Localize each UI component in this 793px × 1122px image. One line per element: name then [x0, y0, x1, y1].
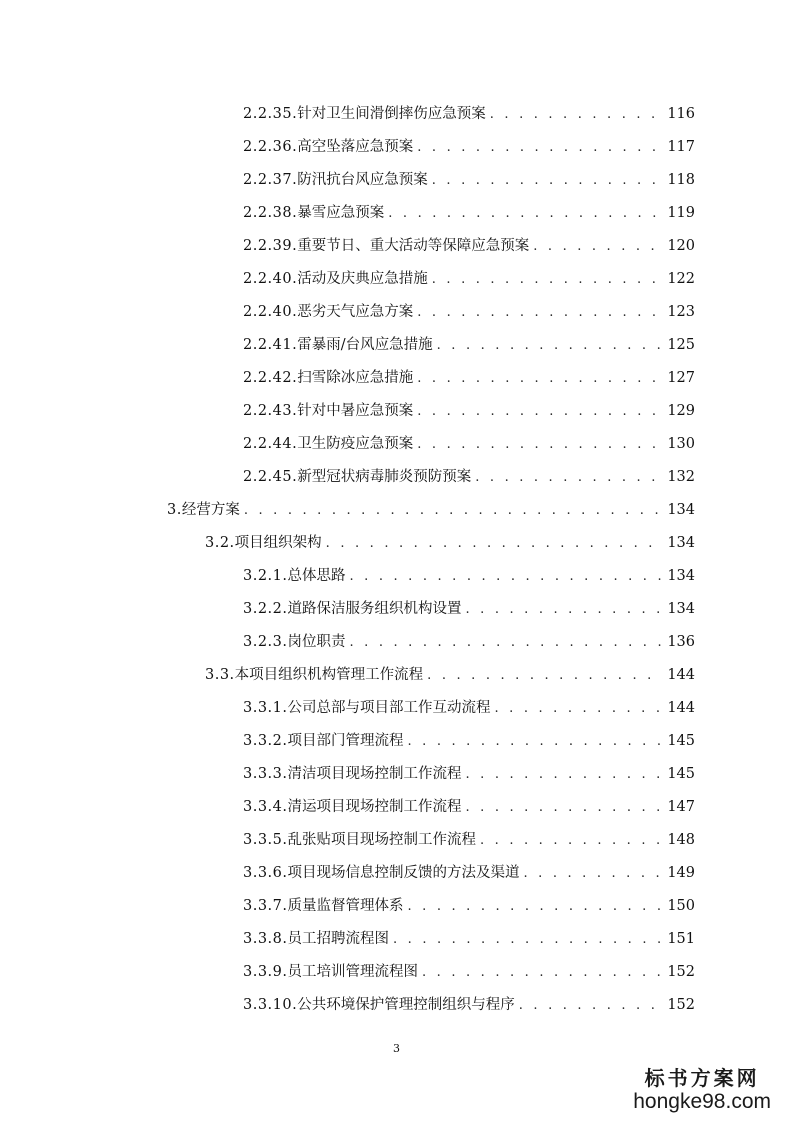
toc-entry[interactable]	[243, 335, 695, 355]
toc-entry-title: 质量监督管理体系	[287, 898, 404, 914]
toc-leader-dots	[350, 567, 664, 587]
toc-entry[interactable]	[167, 500, 695, 520]
toc-entry-number: 3.2.	[205, 535, 235, 551]
toc-entry-page: 132	[667, 469, 695, 485]
watermark-logo	[633, 1066, 771, 1114]
toc-entry-title: 道路保洁服务组织机构设置	[287, 601, 462, 617]
toc-entry-title: 防汛抗台风应急预案	[297, 172, 428, 188]
toc-entry-title: 卫生防疫应急预案	[297, 436, 414, 452]
toc-entry[interactable]	[243, 764, 695, 784]
toc-entry[interactable]	[243, 401, 695, 421]
toc-entry[interactable]	[243, 863, 695, 883]
toc-entry-page: 144	[667, 667, 695, 683]
toc-entry-number: 2.2.40.	[243, 271, 298, 287]
toc-entry[interactable]	[243, 962, 695, 982]
toc-entry-page: 148	[667, 832, 695, 848]
toc-leader-dots	[495, 699, 664, 719]
toc-entry-number: 3.	[167, 502, 182, 518]
toc-entry-title: 乱张贴项目现场控制工作流程	[287, 832, 477, 848]
toc-entry-title: 新型冠状病毒肺炎预防预案	[297, 469, 472, 485]
toc-leader-dots	[393, 930, 663, 950]
toc-leader-dots	[350, 633, 664, 653]
toc-leader-dots	[408, 897, 664, 917]
toc-entry[interactable]	[243, 137, 695, 157]
toc-entry-number: 2.2.39.	[243, 238, 298, 254]
toc-entry-title: 公共环境保护管理控制组织与程序	[297, 997, 515, 1013]
toc-entry-page: 152	[667, 964, 695, 980]
toc-entry[interactable]	[243, 269, 695, 289]
toc-entry-title: 项目组织架构	[234, 535, 322, 551]
toc-entry[interactable]	[243, 203, 695, 223]
toc-leader-dots	[408, 732, 664, 752]
toc-entry-page: 147	[667, 799, 695, 815]
page-number: 3	[393, 1042, 400, 1055]
toc-leader-dots	[417, 402, 663, 422]
toc-entry-title: 本项目组织机构管理工作流程	[234, 667, 424, 683]
toc-entry-number: 2.2.37.	[243, 172, 298, 188]
toc-entry[interactable]	[243, 236, 695, 256]
toc-entry-title: 公司总部与项目部工作互动流程	[287, 700, 491, 716]
toc-entry[interactable]	[243, 599, 695, 619]
toc-leader-dots	[422, 963, 663, 983]
toc-leader-dots	[326, 534, 664, 554]
toc-entry-page: 123	[667, 304, 695, 320]
toc-entry-title: 活动及庆典应急措施	[297, 271, 428, 287]
toc-leader-dots	[244, 501, 663, 521]
toc-leader-dots	[524, 864, 664, 884]
toc-entry-page: 136	[667, 634, 695, 650]
toc-leader-dots	[475, 468, 663, 488]
toc-entry-title: 扫雪除冰应急措施	[297, 370, 414, 386]
toc-entry-page: 117	[667, 139, 695, 155]
toc-entry-title: 总体思路	[287, 568, 346, 584]
toc-entry-number: 3.3.7.	[243, 898, 288, 914]
watermark-url: hongke98.com	[633, 1090, 771, 1113]
toc-entry-title: 员工招聘流程图	[287, 931, 390, 947]
toc-entry-number: 3.3.5.	[243, 832, 288, 848]
toc-entry-page: 116	[667, 106, 695, 122]
toc-entry-title: 清洁项目现场控制工作流程	[287, 766, 462, 782]
toc-leader-dots	[519, 996, 664, 1016]
toc-leader-dots	[388, 204, 663, 224]
toc-leader-dots	[466, 600, 664, 620]
toc-leader-dots	[437, 336, 664, 356]
toc-leader-dots	[432, 171, 664, 191]
toc-entry-title: 暴雪应急预案	[297, 205, 385, 221]
toc-entry[interactable]	[205, 665, 695, 685]
toc-leader-dots	[417, 138, 663, 158]
toc-entry[interactable]	[243, 566, 695, 586]
toc-entry-number: 2.2.42.	[243, 370, 298, 386]
toc-entry-page: 144	[667, 700, 695, 716]
toc-entry-page: 145	[667, 766, 695, 782]
toc-entry-title: 恶劣天气应急方案	[297, 304, 414, 320]
toc-entry-number: 3.2.3.	[243, 634, 288, 650]
toc-entry-page: 134	[667, 601, 695, 617]
toc-entry-title: 清运项目现场控制工作流程	[287, 799, 462, 815]
toc-leader-dots	[480, 831, 663, 851]
toc-entry-page: 127	[667, 370, 695, 386]
toc-entry-page: 122	[667, 271, 695, 287]
toc-entry[interactable]	[243, 302, 695, 322]
toc-entry[interactable]	[243, 731, 695, 751]
toc-entry-title: 重要节日、重大活动等保障应急预案	[297, 238, 530, 254]
toc-leader-dots	[432, 270, 664, 290]
toc-entry-number: 2.2.45.	[243, 469, 298, 485]
toc-leader-dots	[466, 765, 664, 785]
toc-entry-number: 3.3.2.	[243, 733, 288, 749]
toc-entry-page: 150	[667, 898, 695, 914]
toc-entry-title: 针对中暑应急预案	[297, 403, 414, 419]
toc-entry-page: 118	[667, 172, 695, 188]
toc-entry-page: 145	[667, 733, 695, 749]
toc-entry-title: 项目部门管理流程	[287, 733, 404, 749]
toc-leader-dots	[427, 666, 663, 686]
toc-entry-title: 岗位职责	[287, 634, 346, 650]
toc-entry-title: 经营方案	[181, 502, 240, 518]
toc-entry-number: 2.2.41.	[243, 337, 298, 353]
toc-leader-dots	[417, 369, 663, 389]
toc-entry-number: 3.2.1.	[243, 568, 288, 584]
toc-entry-number: 3.3.10.	[243, 997, 298, 1013]
toc-entry-number: 2.2.38.	[243, 205, 298, 221]
toc-entry[interactable]	[243, 797, 695, 817]
toc-entry-title: 雷暴雨/台风应急措施	[297, 337, 433, 353]
toc-entry-number: 3.3.4.	[243, 799, 288, 815]
toc-entry[interactable]	[243, 830, 695, 850]
toc-entry-page: 134	[667, 568, 695, 584]
toc-entry[interactable]	[243, 929, 695, 949]
toc-entry-number: 3.2.2.	[243, 601, 288, 617]
toc-entry-page: 125	[667, 337, 695, 353]
toc-entry-page: 151	[667, 931, 695, 947]
toc-entry-page: 120	[667, 238, 695, 254]
toc-entry-page: 134	[667, 535, 695, 551]
toc-entry-page: 149	[667, 865, 695, 881]
toc-entry-page: 134	[667, 502, 695, 518]
toc-entry-number: 2.2.43.	[243, 403, 298, 419]
toc-entry[interactable]	[243, 434, 695, 454]
toc-entry[interactable]	[243, 995, 695, 1015]
toc-entry[interactable]	[243, 896, 695, 916]
toc-leader-dots	[466, 798, 664, 818]
toc-entry-title: 项目现场信息控制反馈的方法及渠道	[287, 865, 520, 881]
toc-entry[interactable]	[243, 467, 695, 487]
toc-entry-number: 2.2.40.	[243, 304, 298, 320]
toc-entry-number: 3.3.8.	[243, 931, 288, 947]
toc-entry-number: 3.3.1.	[243, 700, 288, 716]
toc-entry[interactable]	[243, 698, 695, 718]
toc-entry-page: 119	[667, 205, 695, 221]
toc-entry-title: 针对卫生间滑倒摔伤应急预案	[297, 106, 486, 122]
toc-entry-page: 152	[667, 997, 695, 1013]
toc-leader-dots	[417, 435, 663, 455]
toc-entry-number: 2.2.44.	[243, 436, 298, 452]
toc-entry-title: 高空坠落应急预案	[297, 139, 414, 155]
toc-entry-number: 3.3.6.	[243, 865, 288, 881]
toc-entry[interactable]	[205, 533, 695, 553]
toc-entry-number: 3.3.	[205, 667, 235, 683]
toc-entry-title: 员工培训管理流程图	[287, 964, 419, 980]
toc-entry-number: 3.3.3.	[243, 766, 288, 782]
toc-leader-dots	[533, 237, 663, 257]
toc-entry[interactable]	[243, 104, 695, 124]
toc-leader-dots	[417, 303, 663, 323]
toc-entry[interactable]	[243, 368, 695, 388]
watermark-title: 标书方案网	[644, 1066, 760, 1090]
toc-entry-number: 2.2.35.	[243, 106, 298, 122]
toc-entry-page: 130	[667, 436, 695, 452]
toc-entry[interactable]	[243, 632, 695, 652]
toc-entry-number: 2.2.36.	[243, 139, 298, 155]
toc-leader-dots	[490, 105, 664, 125]
toc-entry-page: 129	[667, 403, 695, 419]
toc-entry-number: 3.3.9.	[243, 964, 288, 980]
toc-entry[interactable]	[243, 170, 695, 190]
